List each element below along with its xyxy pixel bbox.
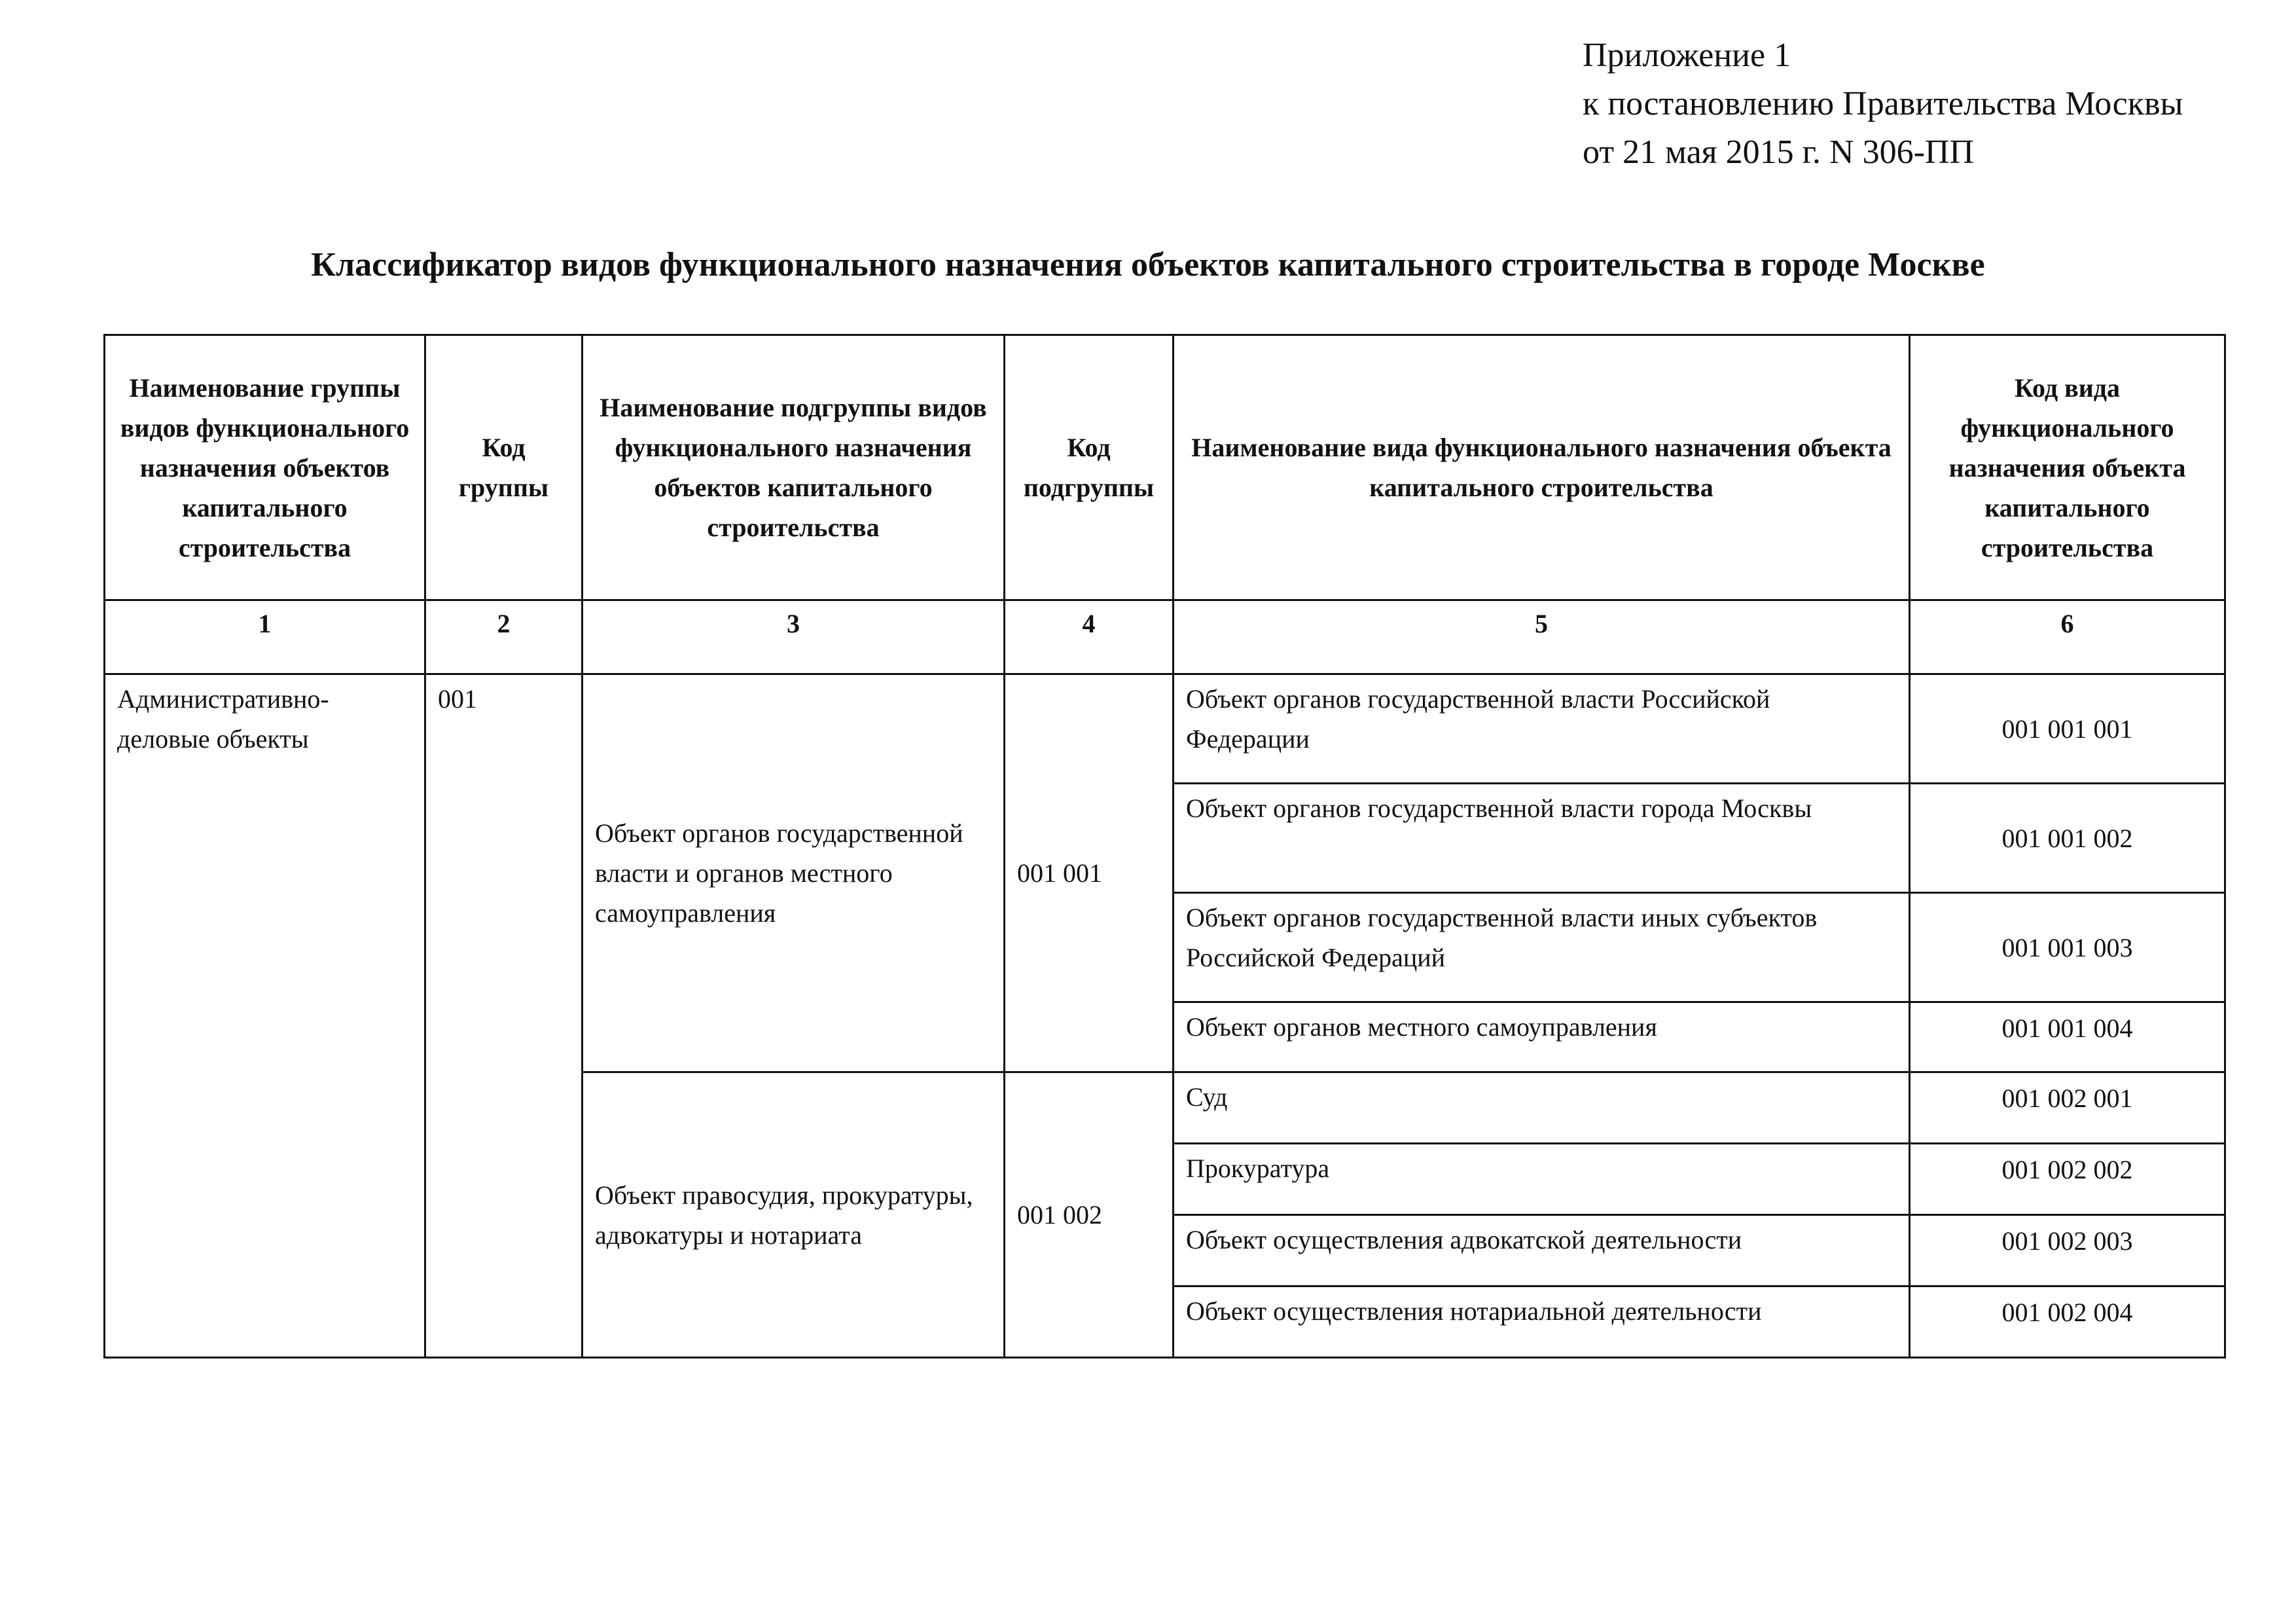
column-number: 4 (1005, 600, 1174, 674)
column-number: 6 (1910, 600, 2225, 674)
subgroup-code: 001 001 (1005, 674, 1174, 1072)
column-number: 1 (105, 600, 425, 674)
group-name: Административно-деловые объекты (105, 674, 425, 1358)
header-cell: Код группы (425, 335, 583, 600)
column-number: 2 (425, 600, 583, 674)
kind-code: 001 002 002 (1910, 1144, 2225, 1215)
kind-name: Объект органов местного самоуправления (1174, 1002, 1910, 1072)
kind-name: Объект органов государственной власти Российской Федерации (1174, 674, 1910, 784)
kind-name: Суд (1174, 1072, 1910, 1144)
kind-name: Объект органов государственной власти иных субъектов Российской Федераций (1174, 893, 1910, 1002)
header-cell: Наименование вида функционального назначения объекта капитального строительства (1174, 335, 1910, 600)
subgroup-name: Объект органов государственной власти и органов местного самоуправления (583, 674, 1005, 1072)
kind-name: Объект органов государственной власти города Москвы (1174, 784, 1910, 893)
kind-code: 001 002 003 (1910, 1215, 2225, 1286)
group-code: 001 (425, 674, 583, 1358)
header-cell: Наименование группы видов функционального назначения объектов капитального строительства (105, 335, 425, 600)
subgroup-name: Объект правосудия, прокуратуры, адвокатуры и нотариата (583, 1072, 1005, 1358)
kind-code: 001 001 004 (1910, 1002, 2225, 1072)
appendix-line: от 21 мая 2015 г. N 306-ПП (1583, 134, 1975, 171)
kind-name: Прокуратура (1174, 1144, 1910, 1215)
column-number: 5 (1174, 600, 1910, 674)
kind-code: 001 001 003 (1910, 893, 2225, 1002)
kind-code: 001 002 004 (1910, 1286, 2225, 1358)
header-cell: Наименование подгруппы видов функционального назначения объектов капитального строительства (583, 335, 1005, 600)
kind-code: 001 001 002 (1910, 784, 2225, 893)
column-number-row (105, 600, 2225, 674)
classifier-table (103, 334, 2226, 1359)
subgroup-code: 001 002 (1005, 1072, 1174, 1358)
appendix-note (1583, 31, 2183, 177)
kind-code: 001 002 001 (1910, 1072, 2225, 1144)
table-row (105, 674, 2225, 784)
page-title: Классификатор видов функционального назначения объектов капитального строительства в городе Москве (311, 246, 1985, 283)
appendix-line: Приложение 1 (1583, 37, 1791, 74)
header-row (105, 335, 2225, 600)
header-cell: Код подгруппы (1005, 335, 1174, 600)
column-number: 3 (583, 600, 1005, 674)
appendix-line: к постановлению Правительства Москвы (1583, 85, 2183, 122)
kind-code: 001 001 001 (1910, 674, 2225, 784)
kind-name: Объект осуществления нотариальной деятельности (1174, 1286, 1910, 1358)
kind-name: Объект осуществления адвокатской деятельности (1174, 1215, 1910, 1286)
header-cell: Код вида функционального назначения объекта капитального строительства (1910, 335, 2225, 600)
